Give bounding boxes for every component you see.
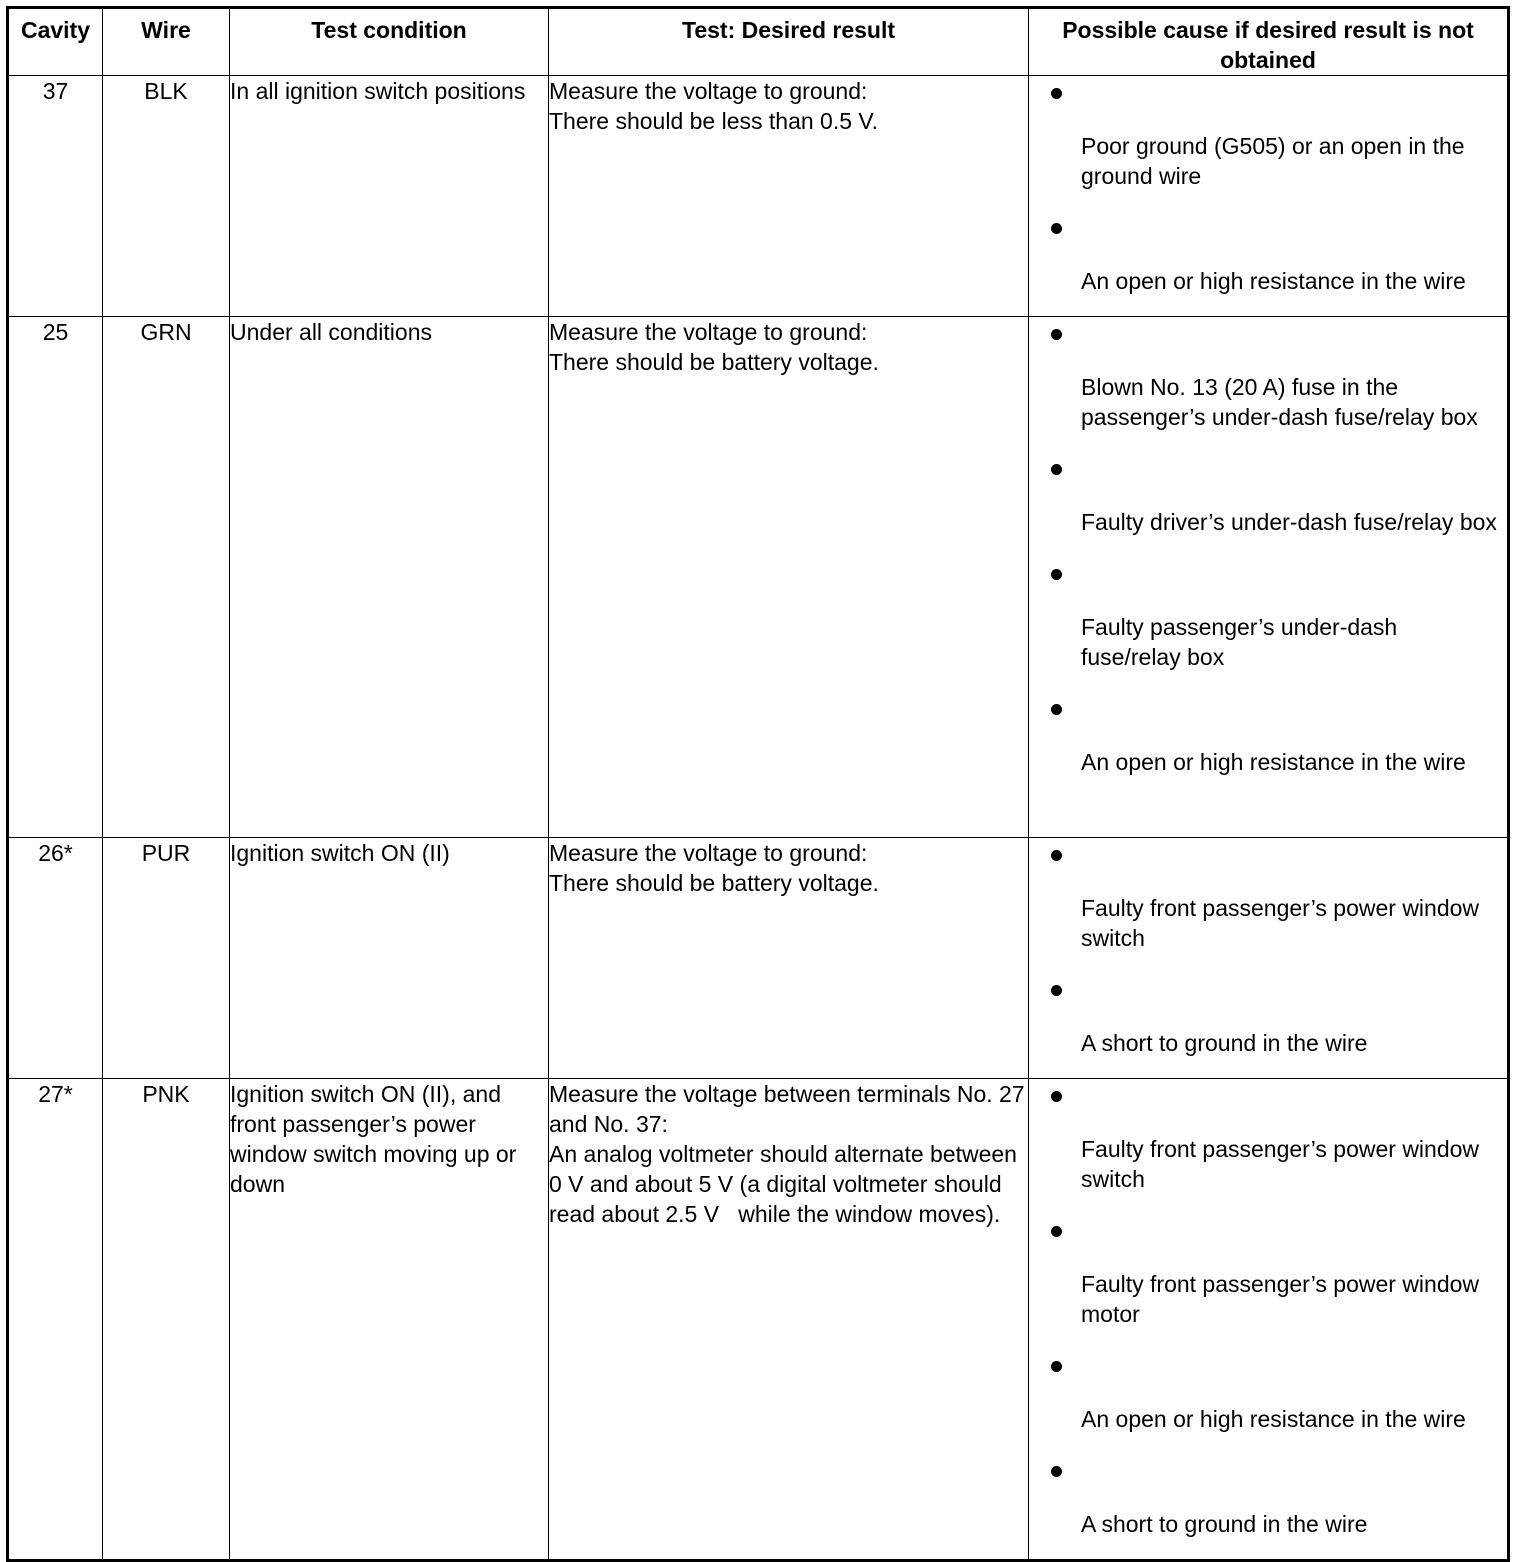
result-line: There should be less than 0.5 V.: [549, 108, 879, 134]
result-cell: [549, 838, 1029, 1079]
cause-item: [1029, 211, 1507, 296]
table-row: [8, 838, 1509, 1079]
bullet-icon: [1029, 1079, 1507, 1104]
cause-text: Blown No. 13 (20 A) fuse in the passenger’s under-dash fuse/relay box: [1081, 374, 1478, 430]
wire-cell: PNK: [103, 1079, 230, 1561]
cavity-cell: 26*: [8, 838, 103, 1079]
cause-item: [1029, 452, 1507, 537]
bullet-icon: [1029, 1454, 1507, 1479]
wire-cell: PUR: [103, 838, 230, 1079]
bullet-icon: [1029, 211, 1507, 236]
wire-cell: GRN: [103, 317, 230, 838]
cause-item: [1029, 1214, 1507, 1329]
table-row: [8, 1079, 1509, 1561]
bullet-icon: [1029, 317, 1507, 342]
cause-text: A short to ground in the wire: [1081, 1030, 1368, 1056]
cause-item: [1029, 76, 1507, 191]
cavity-cell: 25: [8, 317, 103, 838]
cause-cell: [1029, 317, 1509, 838]
table-row: [8, 317, 1509, 838]
table-row: [8, 76, 1509, 317]
condition-cell: Ignition switch ON (II): [230, 838, 549, 1079]
header-wire: Wire: [103, 8, 230, 76]
cause-text: Faulty front passenger’s power window motor: [1081, 1271, 1480, 1327]
result-line: There should be battery voltage.: [549, 349, 879, 375]
result-line: Measure the voltage to ground:: [549, 840, 868, 866]
cause-text: Faulty front passenger’s power window switch: [1081, 895, 1480, 951]
header-cavity: Cavity: [8, 8, 103, 76]
cause-cell: [1029, 76, 1509, 317]
bullet-icon: [1029, 973, 1507, 998]
bullet-icon: [1029, 76, 1507, 101]
cavity-cell: 37: [8, 76, 103, 317]
wire-cell: BLK: [103, 76, 230, 317]
result-cell: [549, 1079, 1029, 1561]
cavity-cell: 27*: [8, 1079, 103, 1561]
result-line: Measure the voltage to ground:: [549, 319, 868, 345]
cause-item: [1029, 1349, 1507, 1434]
cause-item: [1029, 973, 1507, 1058]
header-desired-result: Test: Desired result: [549, 8, 1029, 76]
result-line: Measure the voltage between terminals No. 27 and No. 37:: [549, 1081, 1031, 1137]
cause-cell: [1029, 838, 1509, 1079]
cause-text: A short to ground in the wire: [1081, 1511, 1368, 1537]
bullet-icon: [1029, 1214, 1507, 1239]
condition-cell: Ignition switch ON (II), and front passenger’s power window switch moving up or down: [230, 1079, 549, 1561]
result-cell: [549, 317, 1029, 838]
condition-cell: In all ignition switch positions: [230, 76, 549, 317]
cause-item: [1029, 838, 1507, 953]
cause-item: [1029, 317, 1507, 432]
result-cell: [549, 76, 1029, 317]
header-test-condition: Test condition: [230, 8, 549, 76]
cause-item: [1029, 557, 1507, 672]
bullet-icon: [1029, 452, 1507, 477]
bullet-icon: [1029, 557, 1507, 582]
cause-text: Faulty driver’s under-dash fuse/relay box: [1081, 509, 1497, 535]
cause-cell: [1029, 1079, 1509, 1561]
cause-text: An open or high resistance in the wire: [1081, 268, 1466, 294]
cause-item: [1029, 692, 1507, 777]
diagnostic-table: [6, 6, 1510, 1562]
condition-cell: Under all conditions: [230, 317, 549, 838]
result-line: An analog voltmeter should alternate between 0 V and about 5 V (a digital voltmeter should read about 2.5 V while the window moves).: [549, 1141, 1024, 1227]
cause-text: Poor ground (G505) or an open in the ground wire: [1081, 133, 1465, 189]
cause-item: [1029, 1454, 1507, 1539]
cause-text: An open or high resistance in the wire: [1081, 749, 1466, 775]
header-row: [8, 8, 1509, 76]
cause-text: Faulty passenger’s under-dash fuse/relay box: [1081, 614, 1398, 670]
bullet-icon: [1029, 838, 1507, 863]
cause-text: An open or high resistance in the wire: [1081, 1406, 1466, 1432]
bullet-icon: [1029, 692, 1507, 717]
header-possible-cause: Possible cause if desired result is not obtained: [1029, 8, 1509, 76]
result-line: Measure the voltage to ground:: [549, 78, 868, 104]
cause-text: Faulty front passenger’s power window switch: [1081, 1136, 1480, 1192]
result-line: There should be battery voltage.: [549, 870, 879, 896]
bullet-icon: [1029, 1349, 1507, 1374]
cause-item: [1029, 1079, 1507, 1194]
